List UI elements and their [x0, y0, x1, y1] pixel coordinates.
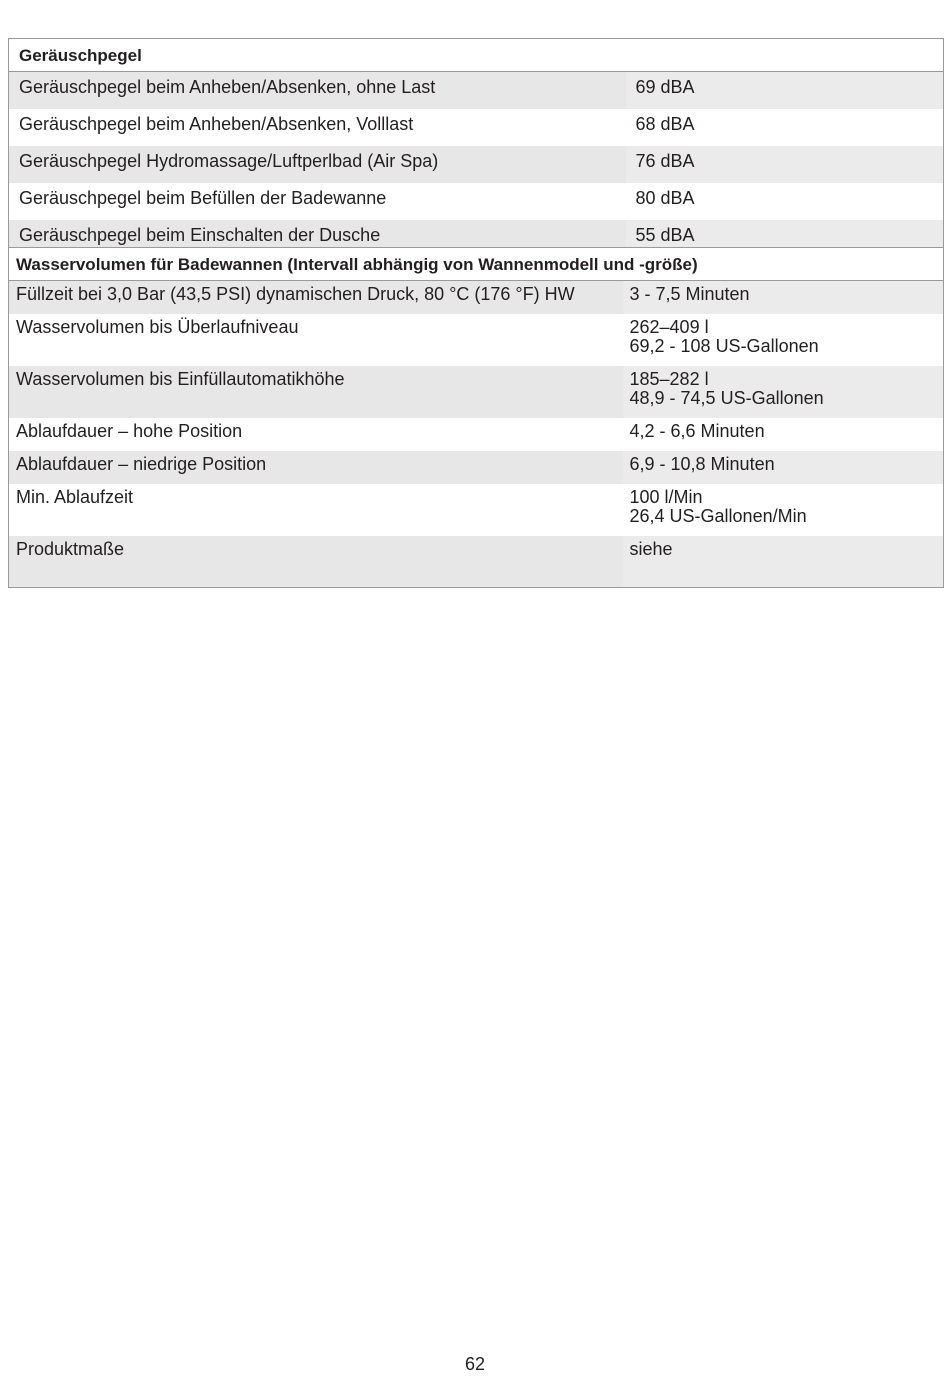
table-row: [9, 146, 944, 183]
row-value: 55 dBA: [626, 220, 944, 258]
row-value: 69 dBA: [626, 72, 944, 110]
row-value: 68 dBA: [626, 109, 944, 146]
row-label: Geräuschpegel beim Anheben/Absenken, Volllast: [9, 109, 626, 146]
row-value-line: 3 - 7,5 Minuten: [629, 284, 750, 304]
row-label: Min. Ablaufzeit: [9, 484, 623, 536]
row-value-line: 100 l/Min: [629, 486, 703, 507]
page-number: 62: [464, 1354, 486, 1374]
water-volume-table: [8, 247, 944, 588]
row-value-line: 4,2 - 6,6 Minuten: [629, 420, 765, 441]
row-value-line: 185–282 l: [629, 368, 709, 389]
row-label: Geräuschpegel beim Einschalten der Dusche: [9, 220, 626, 258]
table-row: [9, 536, 944, 588]
table-row: [9, 183, 944, 220]
row-label: Geräuschpegel beim Anheben/Absenken, ohne Last: [9, 72, 626, 110]
noise-level-table: [8, 38, 944, 258]
table-row: [9, 484, 944, 536]
table-row: [9, 314, 944, 366]
row-value: 76 dBA: [626, 146, 944, 183]
row-value-line: 26,4 US-Gallonen/Min: [629, 505, 807, 526]
row-label: Füllzeit bei 3,0 Bar (43,5 PSI) dynamischen Druck, 80 °C (176 °F) HW: [9, 281, 623, 314]
table-row: [9, 366, 944, 418]
row-label: Geräuschpegel beim Befüllen der Badewanne: [9, 183, 626, 220]
row-value-line: 48,9 - 74,5 US-Gallonen: [629, 387, 824, 408]
row-value-line: siehe: [629, 538, 673, 559]
row-label: Produktmaße: [9, 536, 623, 588]
row-value-line: 262–409 l: [629, 316, 709, 337]
row-label: Wasservolumen bis Einfüllautomatikhöhe: [9, 366, 623, 418]
row-label: Geräuschpegel Hydromassage/Luftperlbad (Air Spa): [9, 146, 626, 183]
table-row: [9, 72, 944, 110]
row-label: Ablaufdauer – hohe Position: [9, 418, 623, 451]
row-value-line: 69,2 - 108 US-Gallonen: [629, 335, 819, 356]
row-label: Ablaufdauer – niedrige Position: [9, 451, 623, 484]
table-row: [9, 418, 944, 451]
row-label: Wasservolumen bis Überlaufniveau: [9, 314, 623, 366]
table-row: [9, 109, 944, 146]
table-row: [9, 281, 944, 314]
row-value-line: 6,9 - 10,8 Minuten: [629, 453, 775, 474]
noise-table-title: Geräuschpegel: [9, 39, 944, 72]
row-value: 80 dBA: [626, 183, 944, 220]
table-row: [9, 451, 944, 484]
water-table-title: Wasservolumen für Badewannen (Intervall abhängig von Wannenmodell und -größe): [9, 248, 944, 281]
